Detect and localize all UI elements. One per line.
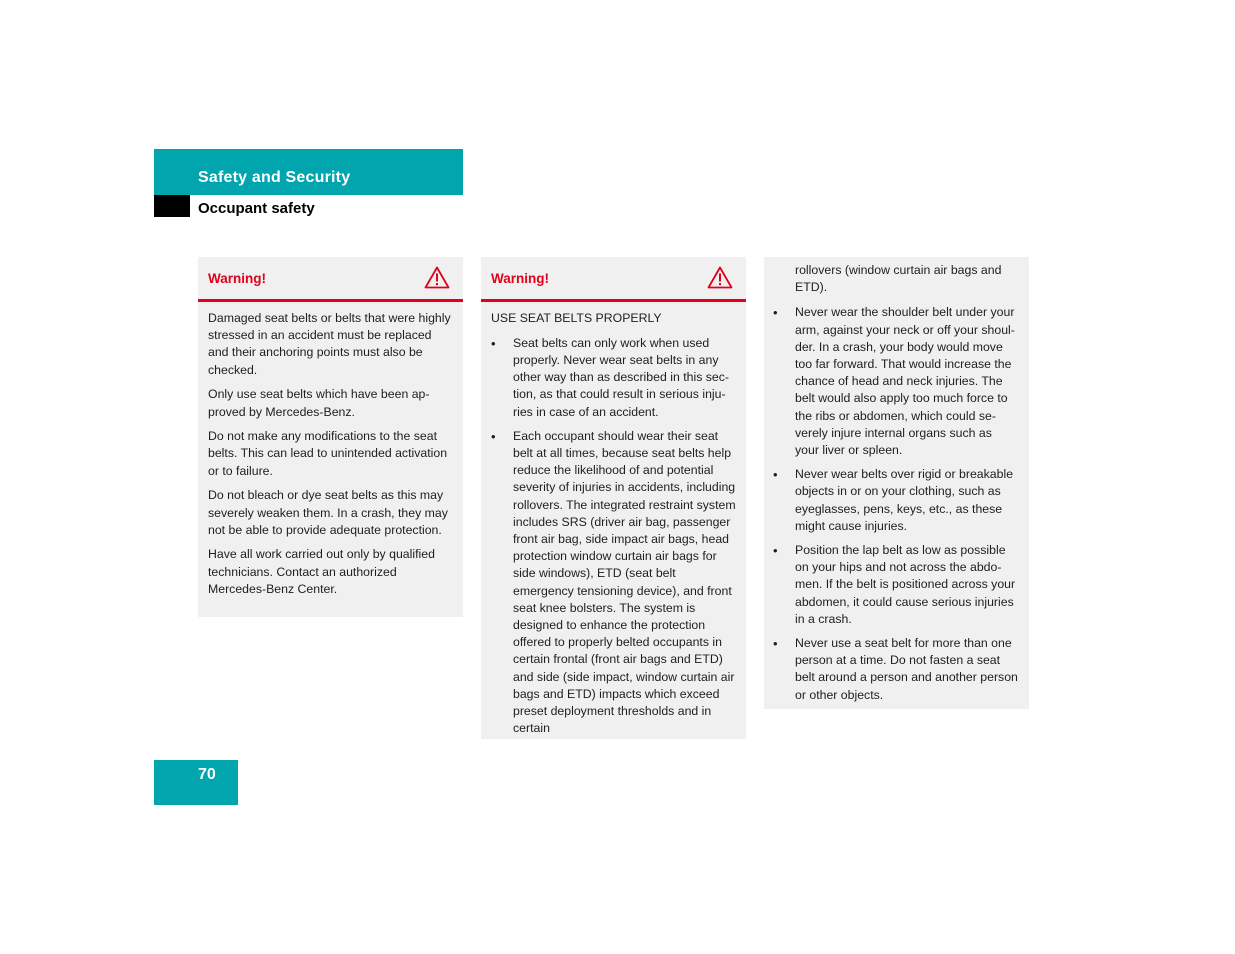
warning-heading: USE SEAT BELTS PROPERLY xyxy=(491,311,662,325)
list-item: • Never wear belts over rigid or breakable objects in or on your clothing, such as eyeglasses, pens, keys, etc., as these might cause injuries. xyxy=(773,466,1019,535)
page-number-box xyxy=(154,760,238,805)
section-header-bar xyxy=(154,149,463,195)
subsection-title: Occupant safety xyxy=(198,200,315,217)
warning-triangle-icon xyxy=(424,266,450,289)
warning-header xyxy=(198,257,463,302)
paragraph: Have all work carried out only by qualified technicians. Contact an authorized Mercedes-Benz Center. xyxy=(208,547,435,596)
bullet-list xyxy=(491,335,736,738)
warning-body xyxy=(198,302,463,612)
section-title: Safety and Security xyxy=(198,169,351,186)
warning-box-3-continued xyxy=(764,257,1029,709)
list-item: • Never wear the shoulder belt under your arm, against your neck or off your shoulder. In a crash, your body would move too far forward. That would increase the chance of head and neck injuries. The belt would also apply too much force to the ribs or abdomen, which could severely injure internal organs such as your liver or spleen. xyxy=(773,304,1019,459)
paragraph: Do not bleach or dye seat belts as this may severely weaken them. In a crash, they may not be able to provide adequate protection. xyxy=(208,488,448,537)
warning-body xyxy=(481,302,746,750)
list-item: • Each occupant should wear their seat belt at all times, because seat belts help reduce the likelihood of and potential severity of injuries in accidents, including rollovers. The integrated restraint system includes SRS (driver air bag, passenger front air bag, side impact air bags, head protection window curtain air bags for side windows), ETD (seat belt emergency tensioning device), and front seat knee bolsters. The system is designed to enhance the protection offered to properly belted occupants in certain frontal (front air bags and ETD) and side (side impact, window curtain air bags and ETD) impacts which exceed preset deployment thresholds and in certain xyxy=(491,428,736,738)
warning-box-2 xyxy=(481,257,746,739)
list-item: • Seat belts can only work when used properly. Never wear seat belts in any other way than as described in this section, as that could result in serious injuries in case of an accident. xyxy=(491,335,736,421)
continuation-text: rollovers (window curtain air bags and ETD). xyxy=(795,263,1002,295)
warning-box-1 xyxy=(198,257,463,617)
subsection-marker xyxy=(154,195,190,217)
page-number: 70 xyxy=(198,766,216,783)
list-item: • Never use a seat belt for more than one person at a time. Do not fasten a seat belt around a person and another person or other objects. xyxy=(773,635,1019,704)
paragraph: Do not make any modifications to the seat belts. This can lead to unintended activation or to failure. xyxy=(208,429,448,478)
warning-header xyxy=(481,257,746,302)
paragraph: Damaged seat belts or belts that were highly stressed in an accident must be replaced and their anchoring points must also be checked. xyxy=(208,311,451,377)
bullet-list xyxy=(773,304,1019,703)
warning-body xyxy=(764,257,1029,717)
warning-label: Warning! xyxy=(491,271,549,286)
list-item: • Position the lap belt as low as possible on your hips and not across the abdomen. If the belt is positioned across your abdomen, it could cause serious injuries in a crash. xyxy=(773,542,1019,628)
warning-label: Warning! xyxy=(208,271,266,286)
paragraph: Only use seat belts which have been approved by Mercedes-Benz. xyxy=(208,387,430,419)
warning-triangle-icon xyxy=(707,266,733,289)
